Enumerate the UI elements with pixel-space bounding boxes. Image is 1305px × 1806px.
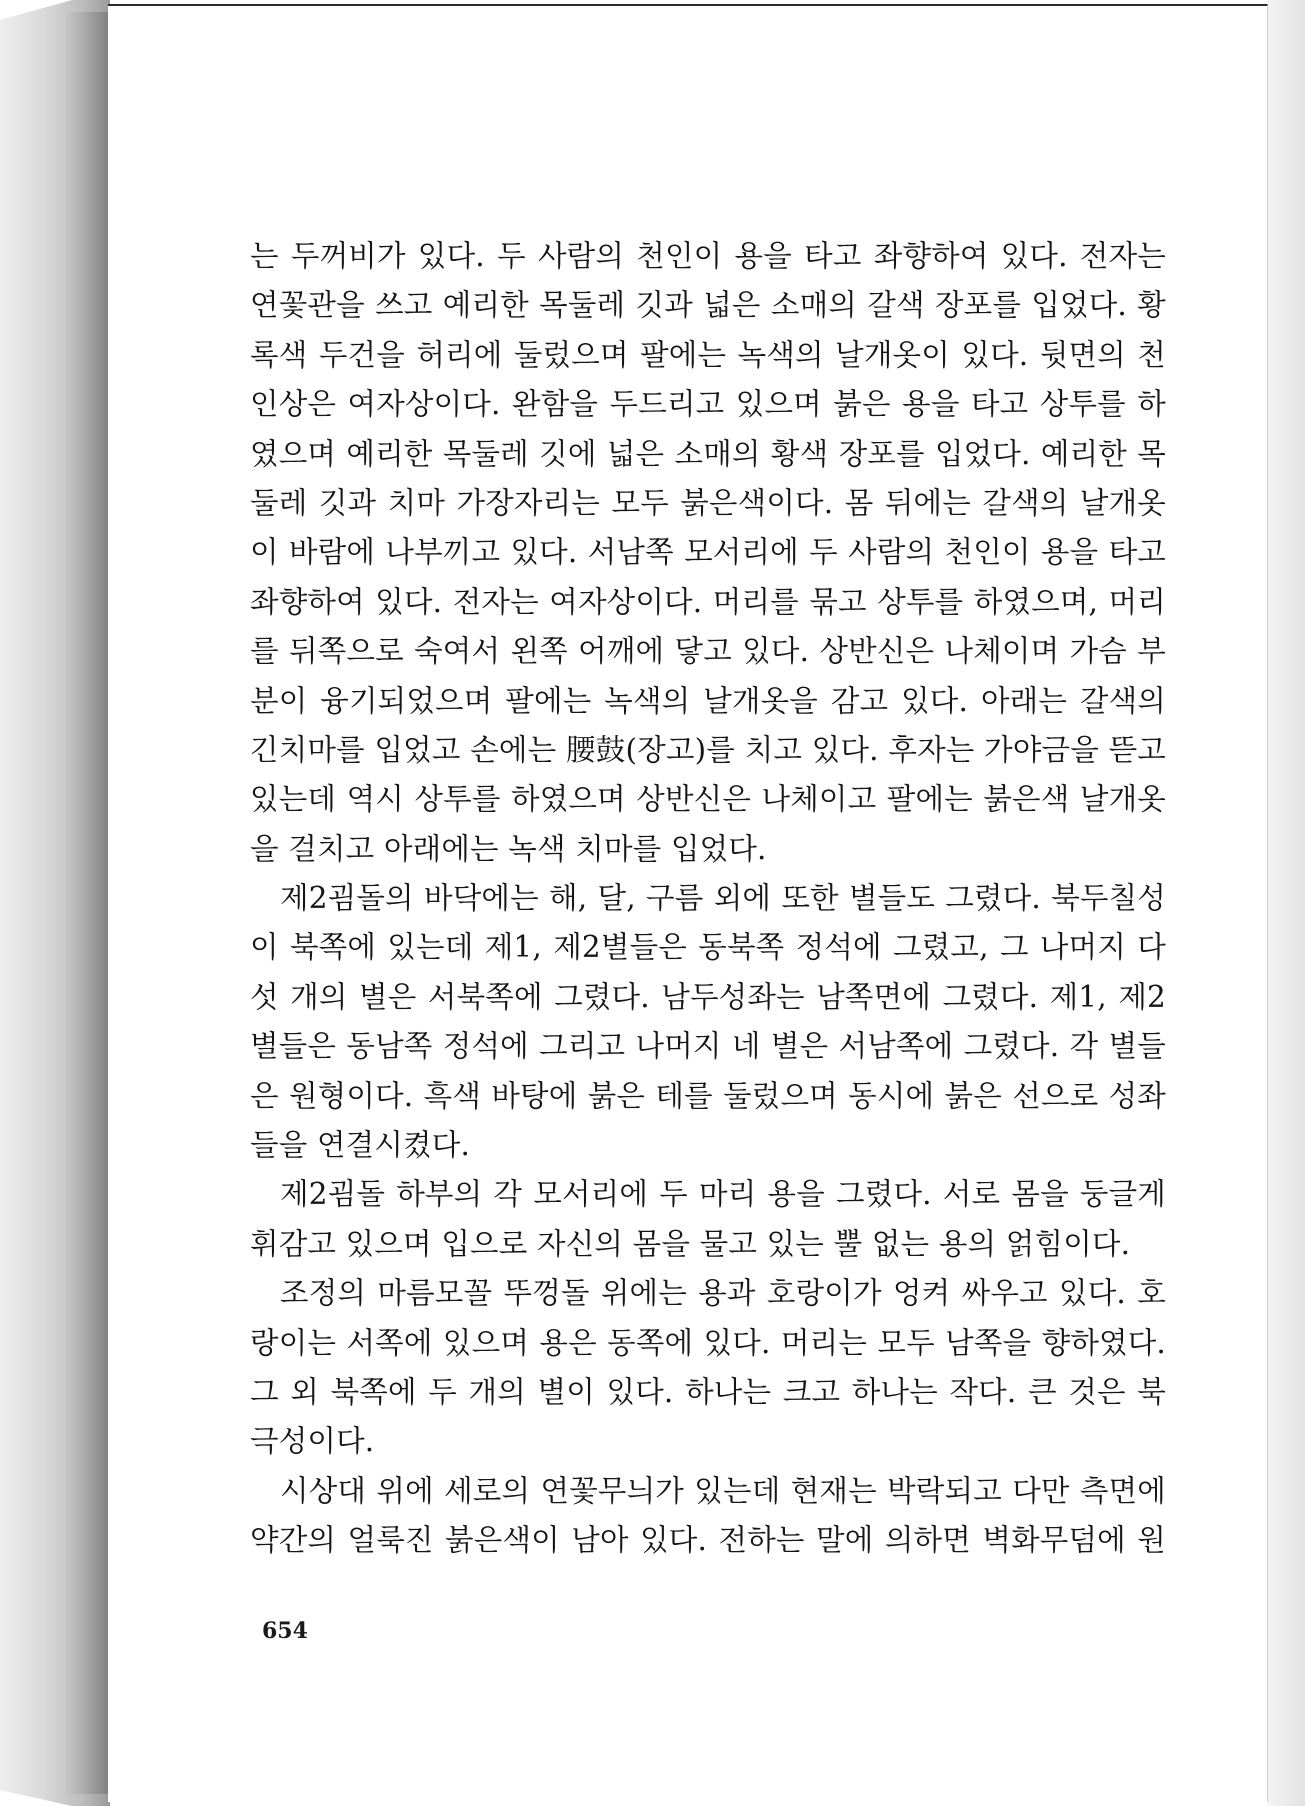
text-line: 있는데 역시 상투를 하였으며 상반신은 나체이고 팔에는 붉은색 날개옷	[250, 782, 1166, 817]
text-line: 휘감고 있으며 입으로 자신의 몸을 물고 있는 뿔 없는 용의 얽힘이다.	[250, 1226, 1131, 1261]
text-line: 였으며 예리한 목둘레 깃에 넓은 소매의 황색 장포를 입었다. 예리한 목	[250, 436, 1166, 471]
text-line: 그 외 북쪽에 두 개의 별이 있다. 하나는 크고 하나는 작다. 큰 것은 북	[250, 1374, 1166, 1409]
text-line: 록색 두건을 허리에 둘렀으며 팔에는 녹색의 날개옷이 있다. 뒷면의 천	[250, 337, 1166, 372]
text-line: 극성이다.	[250, 1424, 375, 1459]
paragraph-first-line: 제2굄돌의 바닥에는 해, 달, 구름 외에 또한 별들도 그렸다. 북두칠성	[280, 881, 1166, 916]
text-line: 별들은 동남쪽 정석에 그리고 나머지 네 별은 서남쪽에 그렸다. 각 별들	[250, 1029, 1166, 1064]
paragraph-first-line: 시상대 위에 세로의 연꽃무늬가 있는데 현재는 박락되고 다만 측면에	[280, 1473, 1166, 1508]
text-line: 둘레 깃과 치마 가장자리는 모두 붉은색이다. 몸 뒤에는 갈색의 날개옷	[250, 485, 1166, 520]
text-line: 긴치마를 입었고 손에는 腰鼓(장고)를 치고 있다. 후자는 가야금을 뜯고	[250, 732, 1166, 767]
page-right-margin	[1268, 0, 1305, 1806]
text-line: 섯 개의 별은 서북쪽에 그렸다. 남두성좌는 남쪽면에 그렸다. 제1, 제2	[250, 979, 1166, 1014]
body-text	[250, 232, 1166, 1566]
text-line: 인상은 여자상이다. 완함을 두드리고 있으며 붉은 용을 타고 상투를 하	[250, 387, 1166, 422]
text-line: 좌향하여 있다. 전자는 여자상이다. 머리를 묶고 상투를 하였으며, 머리	[250, 584, 1166, 619]
paragraph-first-line: 제2굄돌 하부의 각 모서리에 두 마리 용을 그렸다. 서로 몸을 둥글게	[280, 1177, 1166, 1212]
text-line: 은 원형이다. 흑색 바탕에 붉은 테를 둘렀으며 동시에 붉은 선으로 성좌	[250, 1078, 1166, 1113]
spine-shadow	[66, 12, 110, 1794]
text-line: 연꽃관을 쓰고 예리한 목둘레 깃과 넓은 소매의 갈색 장포를 입었다. 황	[250, 288, 1166, 323]
text-line: 랑이는 서쪽에 있으며 용은 동쪽에 있다. 머리는 모두 남쪽을 향하였다.	[250, 1325, 1166, 1360]
page-number: 654	[262, 1618, 308, 1644]
paragraph-first-line: 조정의 마름모꼴 뚜껑돌 위에는 용과 호랑이가 엉켜 싸우고 있다. 호	[280, 1276, 1166, 1311]
text-line: 는 두꺼비가 있다. 두 사람의 천인이 용을 타고 좌향하여 있다. 전자는	[250, 239, 1166, 273]
text-line: 약간의 얼룩진 붉은색이 남아 있다. 전하는 말에 의하면 벽화무덤에 원	[250, 1523, 1166, 1558]
text-line: 를 뒤쪽으로 숙여서 왼쪽 어깨에 닿고 있다. 상반신은 나체이며 가슴 부	[250, 634, 1166, 669]
text-line: 이 바람에 나부끼고 있다. 서남쪽 모서리에 두 사람의 천인이 용을 타고	[250, 535, 1166, 570]
text-line: 이 북쪽에 있는데 제1, 제2별들은 동북쪽 정석에 그렸고, 그 나머지 다	[250, 930, 1166, 965]
text-line: 분이 융기되었으며 팔에는 녹색의 날개옷을 감고 있다. 아래는 갈색의	[250, 683, 1166, 718]
text-line: 을 걸치고 아래에는 녹색 치마를 입었다.	[250, 831, 767, 866]
book-page	[108, 4, 1268, 1802]
text-line: 들을 연결시켰다.	[250, 1128, 471, 1163]
